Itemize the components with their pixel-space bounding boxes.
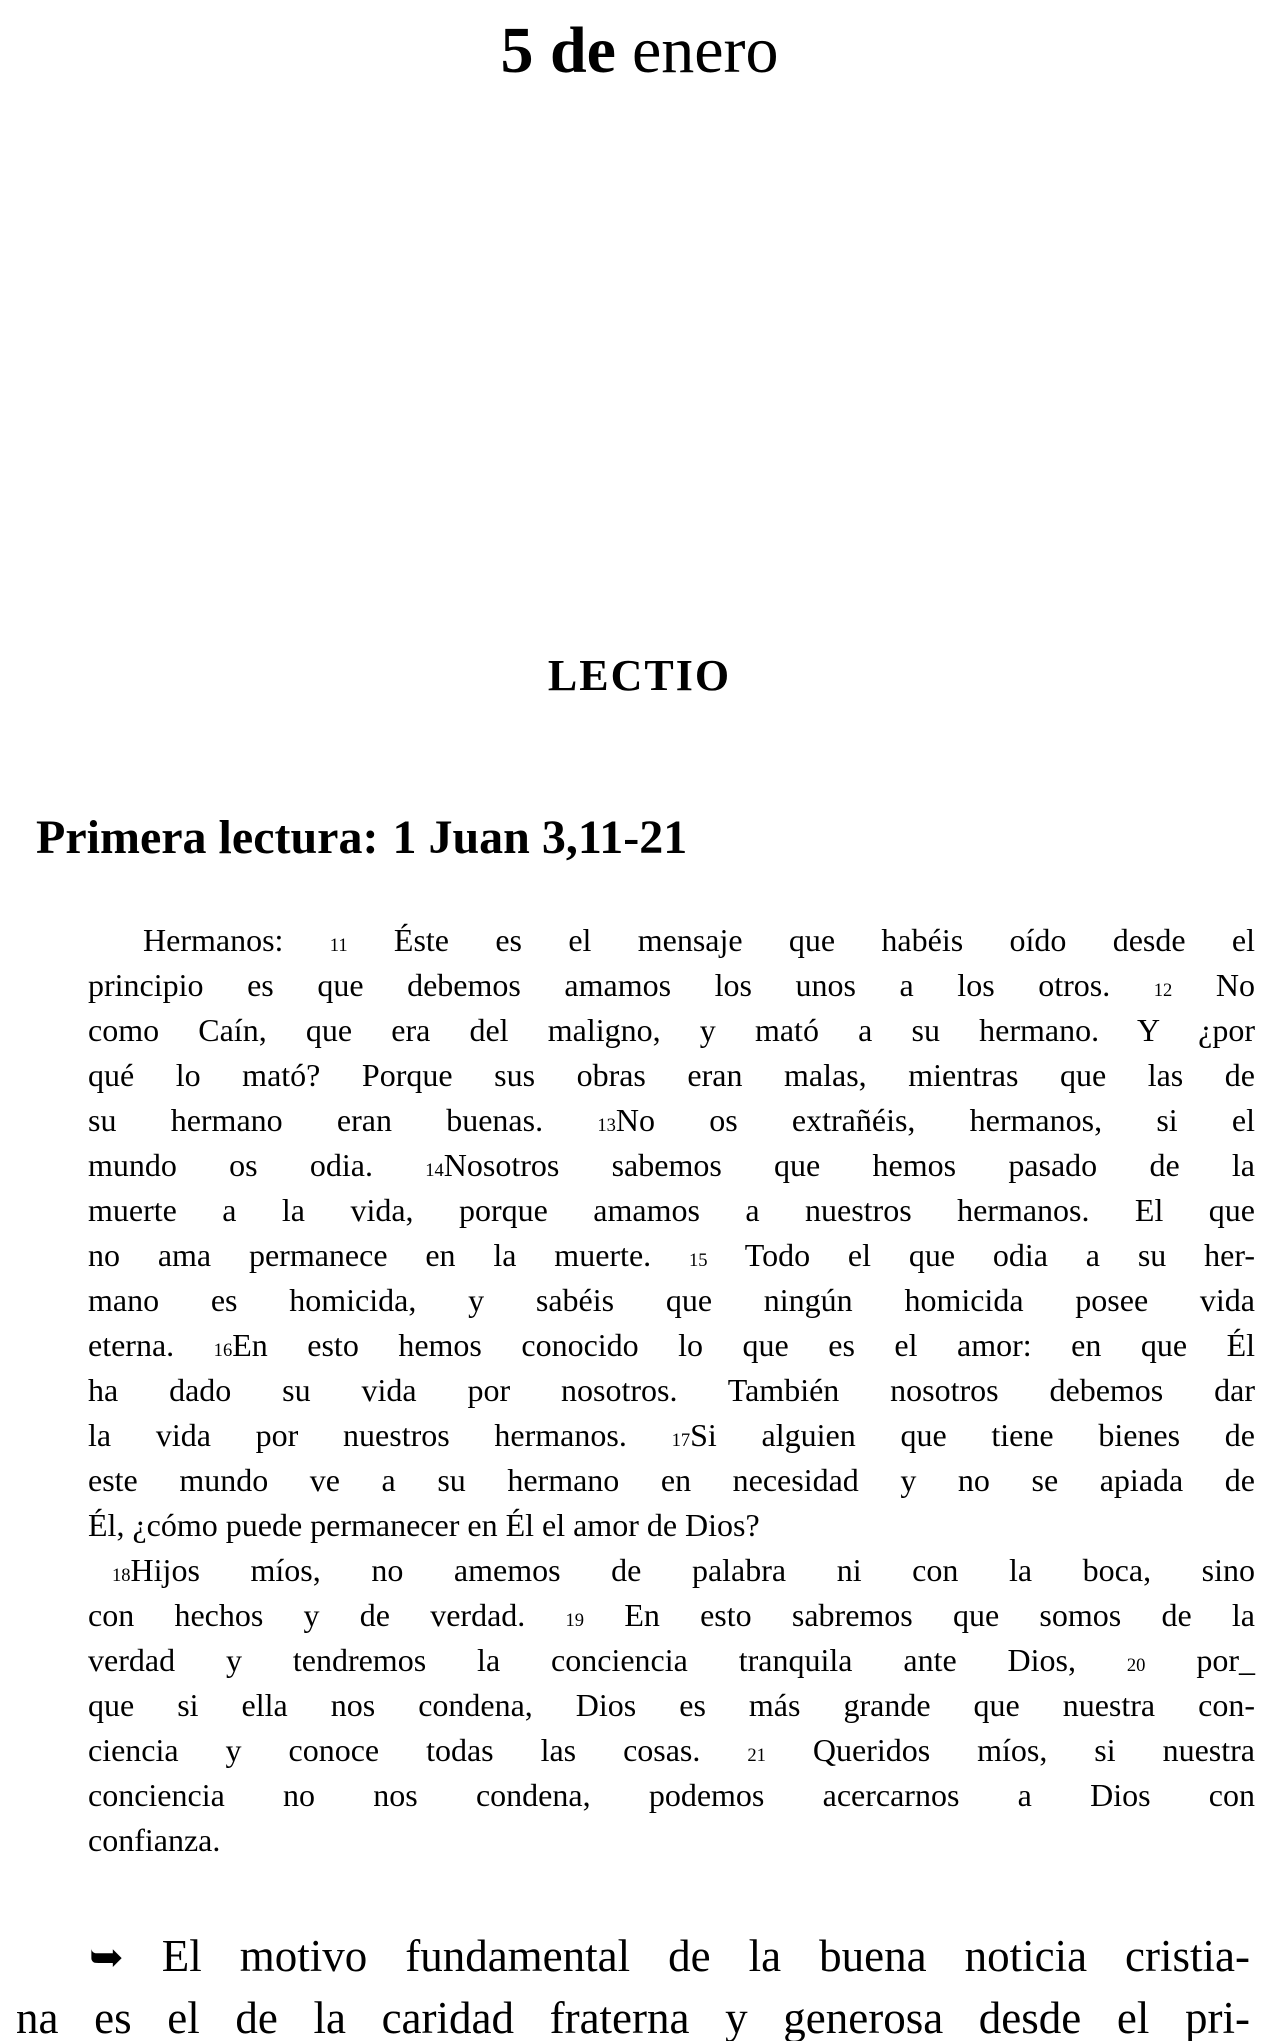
verse-number: 15 <box>688 1250 708 1271</box>
text-segment: por_ <box>1145 1642 1256 1678</box>
reading-line <box>88 1278 1255 1323</box>
text-segment: na es el de la caridad fraterna y generosa desde el pri- <box>16 1993 1250 2041</box>
reading-line <box>88 1593 1255 1638</box>
reading-line <box>88 1413 1255 1458</box>
text-segment: qué lo mató? Porque sus obras eran malas, mientras que las de <box>88 1057 1255 1093</box>
reading-line <box>88 918 1255 963</box>
verse-number: 11 <box>329 935 348 956</box>
reading-line <box>88 1548 1255 1593</box>
text-segment: ha dado su vida por nosotros. También nosotros debemos dar <box>88 1372 1255 1408</box>
text-segment: mano es homicida, y sabéis que ningún homicida posee vida <box>88 1282 1255 1318</box>
text-segment: la vida por nuestros hermanos. <box>88 1417 672 1453</box>
verse-number: 18 <box>112 1565 131 1586</box>
text-segment: Hermanos: <box>143 922 330 958</box>
page-title <box>0 14 1279 87</box>
reading-line <box>88 1728 1255 1773</box>
text-segment: conciencia no nos condena, podemos acercarnos a Dios con <box>88 1777 1255 1813</box>
text-segment: Todo el que odia a su her- <box>707 1237 1256 1273</box>
reading-heading-label: Primera lectura: <box>36 811 379 864</box>
verse-number: 16 <box>213 1340 233 1361</box>
verse-number: 12 <box>1153 980 1173 1001</box>
text-segment: su hermano eran buenas. <box>88 1102 598 1138</box>
reading-heading <box>36 811 688 864</box>
reading-line <box>88 1233 1255 1278</box>
reading-line <box>88 1098 1255 1143</box>
reading-line <box>88 1323 1255 1368</box>
verse-number: 14 <box>425 1160 444 1181</box>
text-segment: confianza. <box>88 1822 221 1858</box>
text-segment: con hechos y de verdad. <box>88 1597 566 1633</box>
reading-line <box>88 1458 1255 1503</box>
text-segment: El motivo fundamental de la buena noticia cristia- <box>123 1931 1250 1981</box>
text-segment: este mundo ve a su hermano en necesidad y no se apiada de <box>88 1462 1255 1498</box>
text-segment: En esto hemos conocido lo que es el amor: en que Él <box>232 1327 1256 1363</box>
text-segment: eterna. <box>88 1327 214 1363</box>
text-segment: En esto sabremos que somos de la <box>584 1597 1256 1633</box>
text-segment: ciencia y conoce todas las cosas. <box>88 1732 748 1768</box>
reading-text <box>88 918 1255 1863</box>
text-segment: muerte a la vida, porque amamos a nuestros hermanos. El que <box>88 1192 1255 1228</box>
reading-line <box>88 1818 1255 1863</box>
reading-line <box>88 1053 1255 1098</box>
arrow-icon: ➥ <box>89 1933 124 1981</box>
page-title-month: enero <box>631 14 779 87</box>
reading-heading-reference: 1 Juan 3,11-21 <box>392 811 688 864</box>
text-segment: Queridos míos, si nuestra <box>765 1732 1256 1768</box>
verse-number: 13 <box>597 1115 616 1136</box>
reading-line <box>88 1008 1255 1053</box>
commentary-line <box>16 1987 1250 2041</box>
commentary-line <box>16 1925 1250 1987</box>
text-segment: principio es que debemos amamos los unos a los otros. <box>88 967 1154 1003</box>
section-heading: LECTIO <box>547 651 732 700</box>
reading-line <box>88 1773 1255 1818</box>
reading-line <box>88 1368 1255 1413</box>
text-segment: Él, ¿cómo puede permanecer en Él el amor de Dios? <box>88 1507 760 1543</box>
text-segment: como Caín, que era del maligno, y mató a su hermano. Y ¿por <box>88 1012 1255 1048</box>
text-segment: No os extrañéis, hermanos, si el <box>615 1102 1256 1138</box>
reading-line <box>88 963 1255 1008</box>
text-segment: No <box>1172 967 1256 1003</box>
text-segment: Si alguien que tiene bienes de <box>690 1417 1256 1453</box>
reading-line <box>88 1503 1255 1548</box>
reading-line <box>88 1638 1255 1683</box>
text-segment: mundo os odia. <box>88 1147 426 1183</box>
text-segment: que si ella nos condena, Dios es más grande que nuestra con- <box>88 1687 1255 1723</box>
page-title-day: 5 de <box>500 14 616 87</box>
text-segment: Nosotros sabemos que hemos pasado de la <box>443 1147 1255 1183</box>
verse-number: 17 <box>671 1430 691 1451</box>
commentary-text <box>16 1925 1250 2041</box>
reading-line <box>88 1143 1255 1188</box>
text-segment: Hijos míos, no amemos de palabra ni con la boca, sino <box>130 1552 1255 1588</box>
text-segment: verdad y tendremos la conciencia tranquila ante Dios, <box>88 1642 1127 1678</box>
reading-line <box>88 1683 1255 1728</box>
text-segment: no ama permanece en la muerte. <box>88 1237 689 1273</box>
text-segment: Éste es el mensaje que habéis oído desde el <box>347 922 1256 958</box>
verse-number: 19 <box>565 1610 585 1631</box>
verse-number: 21 <box>747 1745 766 1766</box>
reading-line <box>88 1188 1255 1233</box>
verse-number: 20 <box>1126 1655 1146 1676</box>
